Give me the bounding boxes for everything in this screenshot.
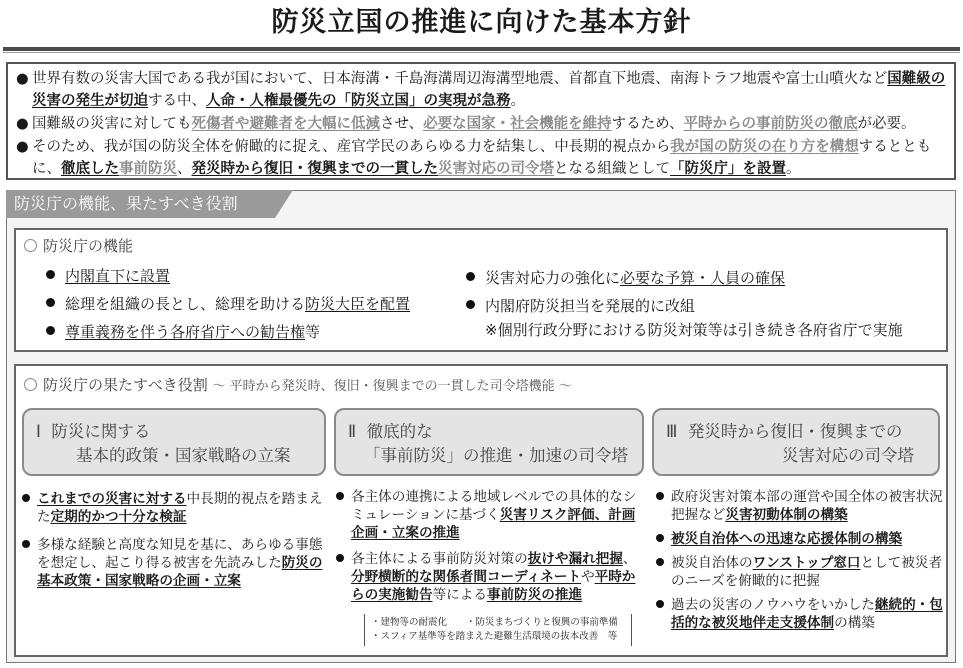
list-item: これまでの災害に対する中長期的視点を踏まえた定期的かつ十分な検証 xyxy=(22,490,324,526)
function-note: ※個別行政分野における防災対策等は引き続き各府省庁で実施 xyxy=(485,321,903,339)
intro-paragraph-2: ● 国難級の災害に対しても死傷者や避難者を大幅に低減させ、必要な国家・社会機能を維持するため、平時からの事前防災の徹底が必要。 xyxy=(16,113,948,135)
bullet-icon xyxy=(336,492,344,500)
pillar-2-details xyxy=(336,488,646,610)
list-item: 多様な経験と高度な知見を基に、あらゆる事態を想定し、起こり得る被害を先読みした防災の基本政策・国家戦略の企画・立案 xyxy=(22,536,324,590)
intro-box xyxy=(6,62,956,180)
bullet-icon xyxy=(336,554,344,562)
bullet-icon xyxy=(656,534,664,542)
list-item: 各主体の連携による地域レベルでの具体的なシミュレーションに基づく災害リスク評価、計画企画・立案の推進 xyxy=(336,488,646,542)
intro-paragraph-3: ● そのため、我が国の防災全体を俯瞰的に捉え、産官学民のあらゆる力を結集し、中長期的視点から我が国の防災の在り方を構想するとともに、徹底した事前防災、発災時から復旧・復興までの一貫した災害対応の司令塔となる組織として「防災庁」を設置。 xyxy=(16,136,948,180)
function-item-5: 内閣府防災担当を発展的に改組 xyxy=(466,296,695,316)
pillar-3-details xyxy=(656,488,946,638)
function-item-2: 総理を組織の長とし、総理を助ける防災大臣を配置 xyxy=(46,294,410,314)
bullet-icon xyxy=(466,272,475,281)
bullet-icon xyxy=(656,492,664,500)
pillar-1-details xyxy=(22,490,324,596)
title-divider xyxy=(3,47,960,51)
function-item-1: 内閣直下に設置 xyxy=(46,266,170,286)
list-item: 政府災害対策本部の運営や国全体の被害状況把握など災害初動体制の構築 xyxy=(656,488,946,524)
bullet-icon xyxy=(22,540,30,548)
functions-heading: 防災庁の機能 xyxy=(24,235,133,256)
list-item: 各主体による事前防災対策の抜けや漏れ把握、分野横断的な関係者間コーディネートや平時からの実施勧告等による事前防災の推進 xyxy=(336,550,646,604)
pillar-1: Ⅰ 防災に関する 基本的政策・国家戦略の立案 xyxy=(22,408,326,476)
section-tab: 防災庁の機能、果たすべき役割 xyxy=(6,190,275,218)
page-title: 防災立国の推進に向けた基本方針 xyxy=(271,7,692,38)
circle-icon xyxy=(24,239,37,252)
bullet-icon xyxy=(46,298,55,307)
pillar-2: Ⅱ 徹底的な 「事前防災」の推進・加速の司令塔 xyxy=(334,408,644,476)
circle-icon xyxy=(24,378,37,391)
list-item: 被災自治体のワンストップ窓口として被災者のニーズを俯瞰的に把握 xyxy=(656,554,946,590)
bullet-icon xyxy=(22,494,30,502)
examples-note: ・建物等の耐震化 ・防災まちづくりと復興の事前準備 ・スフィア基準等を踏まえた避難生活環境の抜本改善 等 xyxy=(364,614,632,646)
function-item-4: 災害対応力の強化に必要な予算・人員の確保 xyxy=(466,268,785,288)
list-item: 被災自治体への迅速な応援体制の構築 xyxy=(656,530,946,548)
pillar-3: Ⅲ 発災時から復旧・復興までの 災害対応の司令塔 xyxy=(652,408,940,476)
list-item: 過去の災害のノウハウをいかした継続的・包括的な被災地伴走支援体制の構築 xyxy=(656,596,946,632)
bullet-icon xyxy=(656,558,664,566)
bullet-icon xyxy=(466,300,475,309)
function-item-3: 尊重義務を伴う各府省庁への勧告権等 xyxy=(46,322,320,342)
intro-paragraph-1: ● 世界有数の災害大国である我が国において、日本海溝・千島海溝周辺海溝型地震、首都直下地震、南海トラフ地震や富士山噴火など国難級の災害の発生が切迫する中、人命・人権最優先の「防災立国」の実現が急務。 xyxy=(16,68,948,112)
bullet-icon xyxy=(46,270,55,279)
bullet-icon: ● xyxy=(16,139,29,155)
bullet-icon: ● xyxy=(16,116,29,132)
bullet-icon xyxy=(46,326,55,335)
roles-heading: 防災庁の果たすべき役割 ～ 平時から発災時、復旧・復興までの一貫した司令塔機能 ～ xyxy=(24,374,572,395)
title-divider-thin xyxy=(3,52,960,53)
bullet-icon xyxy=(656,600,664,608)
bullet-icon: ● xyxy=(16,71,29,87)
